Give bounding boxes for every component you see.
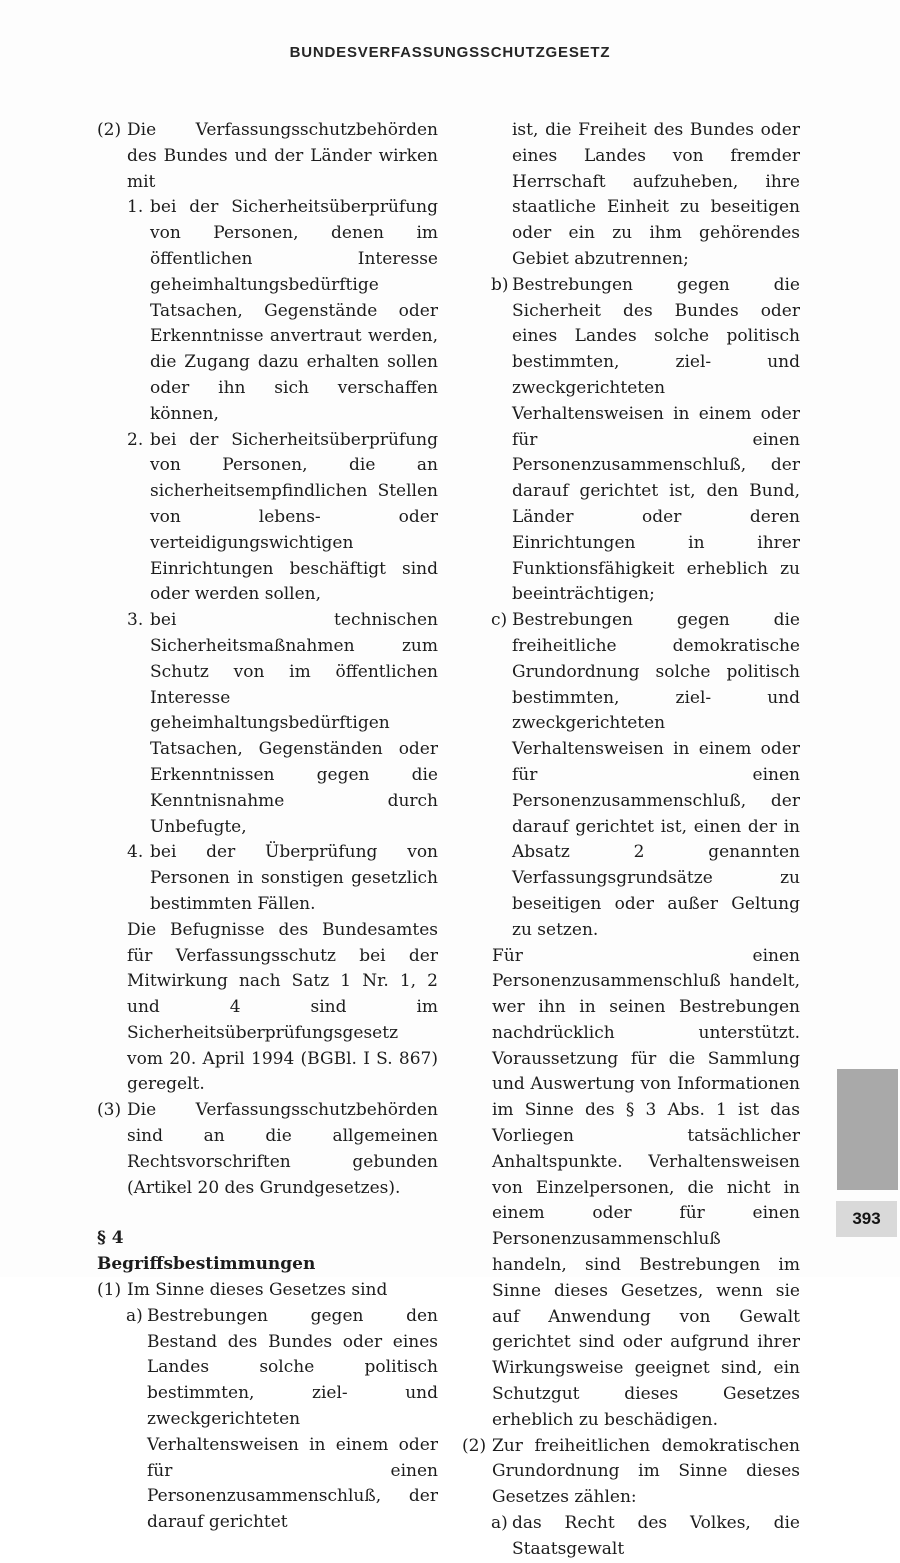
paragraph-text: Im Sinne dieses Gesetzes sind [127, 1280, 388, 1301]
chapter-thumb-tab [837, 1069, 898, 1190]
list-item-text: bei der Sicherheitsüberprüfung von Personen, denen im öffentlichen Interesse geheimhaltungsbedürftige Tatsachen, Gegenstände oder Erkenntnisse anvertraut werden, die Zugang dazu erhalten sollen oder ihn sich verschaffen können, [150, 197, 438, 424]
paragraph-abs1 [97, 1278, 438, 1304]
paragraph-personenzusammenschluss [462, 944, 800, 1434]
list-item-marker: 4. [127, 842, 144, 863]
list-item-text: bei der Sicherheitsüberprüfung von Personen, die an sicherheitsempfindlichen Stellen von lebens- oder verteidigungswichtigen Einrichtungen beschäftigt sind oder werden sollen, [150, 429, 438, 605]
paragraph-befugnisse [97, 918, 438, 1099]
letter-item-text: Bestrebungen gegen die freiheitliche demokratische Grundordnung solche politisch bestimmten, ziel- und zweckgerichteten Verhaltensweisen in einem oder für einen Personenzusammenschluß, der darauf gerichtet ist, einen der in Absatz 2 genannten Verfassungsgrundsätze zu beseitigen oder außer Geltung zu setzen. [512, 610, 800, 940]
list-item-text: bei technischen Sicherheitsmaßnahmen zum Schutz von im öffentlichen Interesse geheimhaltungsbedürftigen Tatsachen, Gegenständen oder Erkenntnissen gegen die Kenntnisnahme durch Unbefugte, [150, 610, 438, 837]
list-item-marker: 2. [127, 429, 144, 450]
paragraph-abs2 [97, 118, 438, 195]
list-item-marker: 3. [127, 610, 144, 631]
running-head: BUNDESVERFASSUNGSSCHUTZGESETZ [289, 44, 611, 61]
paragraph-abs2-s4 [462, 1434, 800, 1511]
list-item-3 [97, 608, 438, 840]
section-number-heading: § 4 [97, 1228, 124, 1249]
letter-item-marker: a) [491, 1513, 508, 1534]
paragraph-marker: (1) [97, 1280, 122, 1301]
list-item-text: bei der Überprüfung von Personen in sonstigen gesetzlich bestimmten Fällen. [150, 842, 438, 914]
paragraph-abs3 [97, 1098, 438, 1201]
text-column-left [97, 118, 438, 1563]
list-item-1 [97, 195, 438, 427]
paragraph-text: Zur freiheitlichen demokratischen Grundordnung im Sinne dieses Gesetzes zählen: [492, 1435, 800, 1508]
paragraph-text: Die Verfassungsschutzbehörden des Bundes und der Länder wirken mit [127, 120, 438, 192]
letter-item-c [462, 608, 800, 943]
section-title-heading: Begriffsbestimmungen [97, 1254, 316, 1275]
page-number-badge [836, 1201, 897, 1237]
letter-item-text: Bestrebungen gegen die Sicherheit des Bundes oder eines Landes solche politisch bestimmten, ziel- und zweckgerichteten Verhaltensweisen in einem oder für einen Personenzusammenschluß, der darauf gerichtet ist, den Bund, Länder oder deren Einrichtungen in ihrer Funktionsfähigkeit erheblich zu beeinträchtigen; [512, 274, 800, 605]
paragraph-text: Für einen Personenzusammenschluß handelt, wer ihn in seinen Bestrebungen nachdrücklich unterstützt. Voraussetzung für die Sammlung und Auswertung von Informationen im Sinne des § 3 Abs. 1 ist das Vorliegen tatsächlicher Anhaltspunkte. Verhaltensweisen von Einzelpersonen, die nicht in einem oder für einen Personenzusammenschluß handeln, sind Bestrebungen im Sinne dieses Gesetzes, wenn sie auf Anwendung von Gewalt gerichtet sind oder aufgrund ihrer Wirkungsweise geeignet sind, ein Schutzgut dieses Gesetzes erheblich zu beschädigen. [492, 945, 800, 1430]
paragraph-text: Die Befugnisse des Bundesamtes für Verfassungsschutz bei der Mitwirkung nach Satz 1 Nr. 1, 2 und 4 sind im Sicherheitsüberprüfungsgesetz vom 20. April 1994 (BGBl. I S. 867) geregelt. [127, 919, 438, 1095]
paragraph-marker: (3) [97, 1100, 122, 1121]
letter-item-text: ist, die Freiheit des Bundes oder eines Landes von fremder Herrschaft aufzuheben, ihre staatliche Einheit zu beseitigen oder ein zu ihm gehörendes Gebiet abzutrennen; [512, 120, 800, 269]
list-item-2 [97, 428, 438, 609]
letter-item-marker: c) [491, 610, 508, 631]
letter-item-text: Bestrebungen gegen den Bestand des Bundes oder eines Landes solche politisch bestimmten, ziel- und zweckgerichteten Verhaltensweisen in einem oder für einen Personenzusammenschluß, der darauf gerichtet [147, 1305, 438, 1533]
paragraph-marker: (2) [97, 120, 122, 140]
paragraph-text: Die Verfassungsschutzbehörden sind an die allgemeinen Rechtsvorschriften gebunden (Artikel 20 des Grundgesetzes). [127, 1100, 438, 1198]
text-column-right [462, 118, 800, 1563]
list-item-4 [97, 840, 438, 917]
letter-item-marker: b) [491, 274, 509, 295]
paragraph-marker: (2) [462, 1435, 487, 1456]
letter-item-a2 [462, 1511, 800, 1563]
letter-item-marker: a) [126, 1305, 143, 1326]
letter-item-a-continuation [462, 118, 800, 273]
letter-item-text: das Recht des Volkes, die Staatsgewalt [512, 1513, 800, 1559]
letter-item-a [97, 1304, 438, 1536]
letter-item-b [462, 273, 800, 608]
list-item-marker: 1. [127, 197, 144, 218]
text-columns [97, 118, 800, 1563]
page-number: 393 [852, 1209, 881, 1228]
